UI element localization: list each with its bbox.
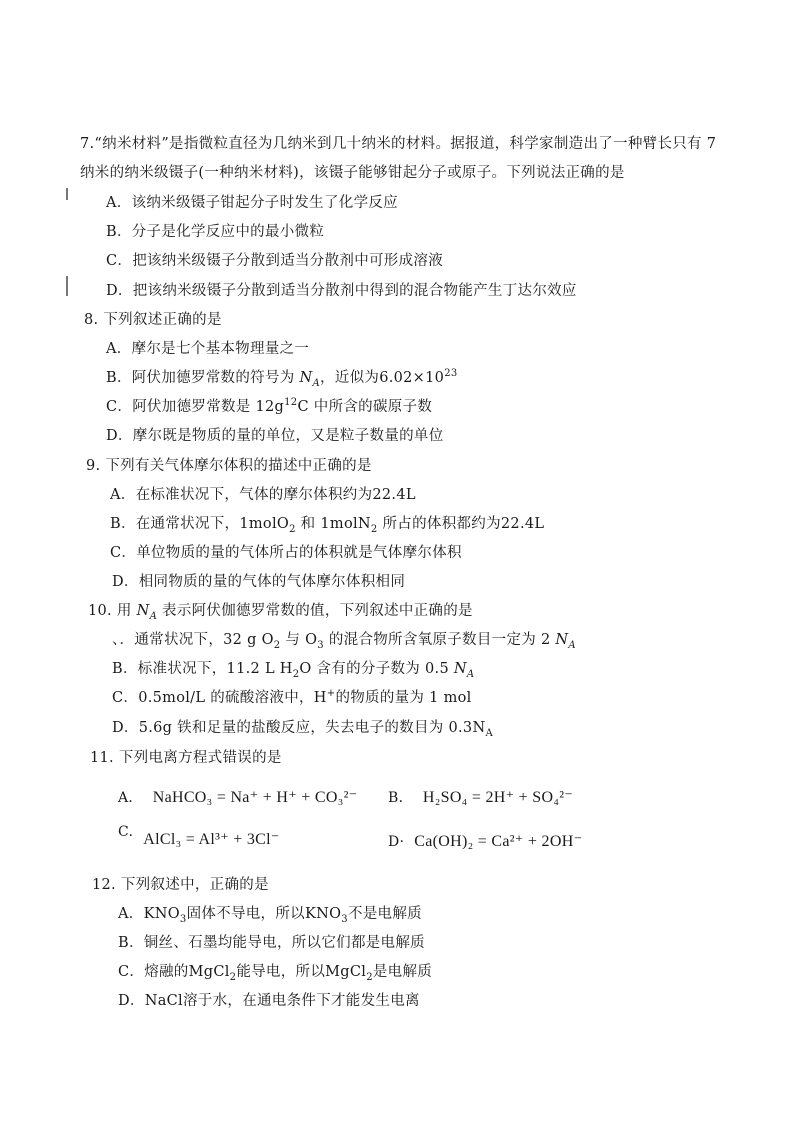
q11-option-b — [388, 788, 573, 808]
q9-option-a: A．在标准状况下，气体的摩尔体积约为22.4L — [110, 487, 416, 503]
q11-option-a — [118, 788, 357, 808]
q10-stem-symbol: N — [136, 603, 150, 619]
q12-a-sub2: 3 — [341, 913, 348, 925]
q9-b-sub1: 2 — [289, 523, 296, 535]
q10-stem — [88, 601, 473, 621]
q10-option-b — [112, 659, 474, 679]
q10-stem-text-post: 表示阿伏伽德罗常数的值，下列叙述中正确的是 — [157, 603, 473, 619]
q7-stem-line2: 纳米的纳米级镊子(一种纳米材料)，该镊子能够钳起分子或原子。下列说法正确的是 — [80, 165, 625, 181]
q8-b-exponent: 23 — [444, 368, 458, 380]
q10-a-text-mid: 与 O — [280, 632, 318, 648]
q10-b-sub1: 2 — [292, 668, 300, 680]
q10-d-sub: A — [485, 727, 493, 739]
q9-b-sub2: 2 — [370, 523, 378, 535]
q11-option-c — [118, 824, 280, 850]
q10-c-charge: + — [326, 688, 336, 700]
q12-option-d: D．NaCl溶于水，在通电条件下才能发生电离 — [118, 993, 420, 1009]
q9-stem: 9. 下列有关气体摩尔体积的描述中正确的是 — [86, 458, 372, 474]
q10-a-text: 、．通常状况下，32 g O — [112, 632, 274, 648]
q12-c-text-mid: 能导电，所以MgCl — [236, 964, 367, 980]
q12-stem: 12. 下列叙述中，正确的是 — [92, 877, 269, 893]
q7-option-d: D．把该纳米级镊子分散到适当分散剂中得到的混合物能产生丁达尔效应 — [106, 283, 577, 299]
q12-option-a — [118, 904, 422, 924]
q10-b-symbol: N — [453, 661, 467, 677]
q8-option-c — [106, 397, 432, 417]
q12-a-text-post: 不是电解质 — [347, 906, 422, 922]
q10-a-sub1: 2 — [273, 639, 281, 651]
scan-margin-mark — [66, 188, 68, 200]
q8-b-symbol: N — [299, 370, 313, 386]
q8-b-text: B．阿伏加德罗常数的符号为 — [106, 370, 300, 386]
q12-option-b: B．铜丝、石墨均能导电，所以它们都是电解质 — [118, 935, 425, 951]
q12-c-sub1: 2 — [229, 971, 237, 983]
q8-b-text-mid: ，近似为6.02×10 — [320, 370, 445, 386]
q10-option-d — [112, 718, 493, 738]
q10-option-c — [112, 688, 472, 708]
q11-d-equation: Ca(OH)₂ = Ca²⁺ + 2OH⁻ — [414, 833, 583, 850]
q11-b-equation: H₂SO₄ = 2H⁺ + SO₄²⁻ — [422, 789, 574, 806]
q8-stem: 8. 下列叙述正确的是 — [84, 312, 222, 328]
q10-a-text-post: 的混合物所含氧原子数目一定为 2 — [323, 632, 556, 648]
q11-option-d — [388, 832, 582, 852]
q7-option-b: B．分子是化学反应中的最小微粒 — [106, 224, 325, 240]
q12-c-text: C．熔融的MgCl — [118, 964, 230, 980]
q10-stem-text: 10. 用 — [88, 603, 137, 619]
q11-a-label: A． — [118, 790, 143, 806]
q10-option-a — [112, 630, 576, 650]
q7-option-c: C．把该纳米级镊子分散到适当分散剂中可形成溶液 — [106, 253, 443, 269]
q10-b-symbol-sub: A — [466, 668, 475, 680]
q10-a-symbol: N — [555, 632, 569, 648]
q12-c-text-post: 是电解质 — [372, 964, 433, 980]
q10-d-text: D．5.6g 铁和足量的盐酸反应，失去电子的数目为 0.3N — [112, 720, 486, 736]
scan-margin-mark — [66, 276, 68, 296]
q8-c-text: C．阿伏加德罗常数是 12g — [106, 399, 285, 415]
q9-b-text-post: 所占的体积都约为22.4L — [377, 516, 545, 532]
q7-option-a: A．该纳米级镊子钳起分子时发生了化学反应 — [106, 195, 398, 211]
q9-option-d: D．相同物质的量的气体的气体摩尔体积相同 — [112, 574, 406, 590]
q9-b-text: B．在通常状况下，1molO — [110, 516, 290, 532]
q8-option-d: D．摩尔既是物质的量的单位，又是粒子数量的单位 — [106, 428, 444, 444]
q10-b-text: B．标准状况下，11.2 L H — [112, 661, 293, 677]
q8-c-text-post: C 中所含的碳原子数 — [297, 399, 433, 415]
q10-c-text-post: 的物质的量为 1 mol — [335, 690, 472, 706]
q12-option-c — [118, 962, 432, 982]
q10-a-sub2: 3 — [317, 639, 324, 651]
q9-option-c: C．单位物质的量的气体所占的体积就是气体摩尔体积 — [110, 545, 462, 561]
q12-a-text-mid: 固体不导电，所以KNO — [186, 906, 342, 922]
q7-stem-line1: 7.“纳米材料”是指微粒直径为几纳米到几十纳米的材料。据报道，科学家制造出了一种臂长只有 7 — [80, 136, 717, 152]
q10-a-symbol-sub: A — [568, 639, 576, 651]
q9-b-text-mid: 和 1molN — [295, 516, 371, 532]
q10-stem-symbol-sub: A — [149, 610, 158, 622]
q10-c-text: C．0.5mol/L 的硫酸溶液中，H — [112, 690, 327, 706]
q11-a-equation: NaHCO₃ = Na⁺ + H⁺ + CO₃²⁻ — [152, 789, 358, 806]
q11-c-label: C. — [118, 824, 134, 840]
q12-a-sub1: 3 — [179, 913, 187, 925]
q8-option-a: A．摩尔是七个基本物理量之一 — [106, 341, 310, 357]
q12-a-text: A．KNO — [118, 906, 180, 922]
q11-c-equation: AlCl₃ = Al³⁺ + 3Cl⁻ — [143, 831, 280, 848]
q9-option-b — [110, 514, 544, 534]
q8-option-b — [106, 368, 458, 388]
q11-d-label: D· — [388, 834, 405, 850]
q8-b-symbol-sub: A — [312, 377, 320, 389]
q12-c-sub2: 2 — [366, 971, 373, 983]
q8-c-mass-number: 12 — [284, 397, 298, 409]
q10-b-text-mid: O 含有的分子数为 0.5 — [299, 661, 454, 677]
q11-stem: 11. 下列电离方程式错误的是 — [90, 750, 282, 766]
q11-b-label: B． — [388, 790, 413, 806]
